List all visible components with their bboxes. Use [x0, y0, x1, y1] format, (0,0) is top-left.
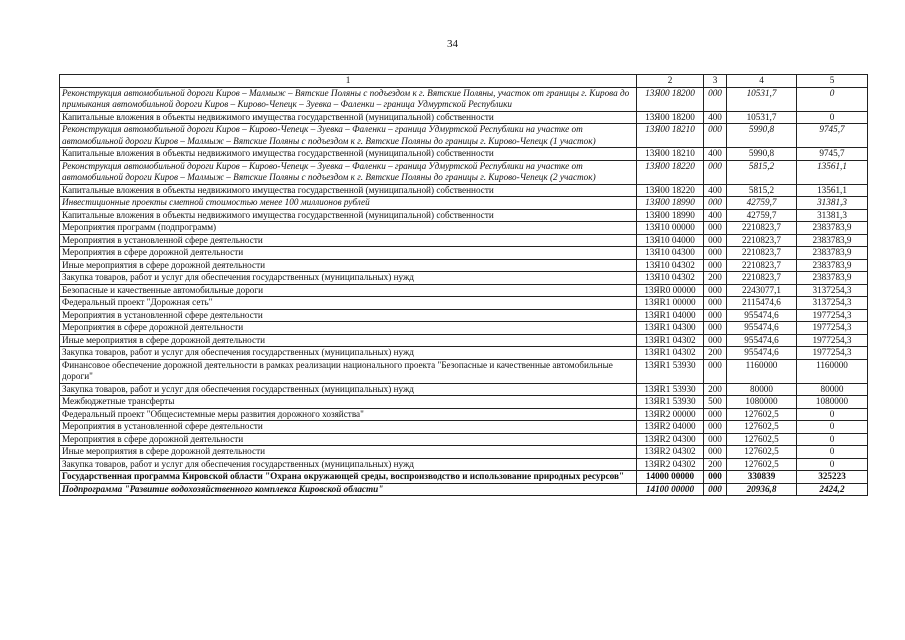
row-value-2019-cell: 80000 [727, 383, 797, 396]
row-name-cell: Капитальные вложения в объекты недвижимого имущества государственной (муниципальной) собственности [60, 111, 637, 124]
row-name-cell: Реконструкция автомобильной дороги Киров – Малмыж – Вятские Поляны с подъездом к г. Вятские Поляны, участок от границы г. Кирова до примыкания автомобильной дороги Киров – Кирово-Чепецк – Зуевка – Фаленки – граница Удмуртской Республики [60, 87, 637, 111]
row-value-2019-cell: 127602,5 [727, 421, 797, 434]
table-row [60, 396, 868, 409]
row-type-cell: 000 [704, 87, 727, 111]
row-value-2019-cell: 955474,6 [727, 334, 797, 347]
row-name-cell: Мероприятия в сфере дорожной деятельности [60, 433, 637, 446]
row-type-cell: 000 [704, 124, 727, 148]
row-name-cell: Безопасные и качественные автомобильные дороги [60, 284, 637, 297]
row-type-cell: 400 [704, 148, 727, 161]
row-name-cell: Мероприятия в установленной сфере деятельности [60, 309, 637, 322]
row-value-2019-cell: 2210823,7 [727, 222, 797, 235]
row-value-2019-cell: 5990,8 [727, 148, 797, 161]
row-code-cell: 13Я10 04302 [637, 272, 704, 285]
row-value-2020-cell: 0 [797, 433, 868, 446]
row-type-cell: 000 [704, 334, 727, 347]
row-code-cell: 13Я00 18200 [637, 87, 704, 111]
row-value-2020-cell: 2383783,9 [797, 272, 868, 285]
header-cell: 2 [637, 75, 704, 88]
row-name-cell: Капитальные вложения в объекты недвижимого имущества государственной (муниципальной) собственности [60, 148, 637, 161]
row-code-cell: 13ЯR1 53930 [637, 383, 704, 396]
row-code-cell: 13ЯR2 04302 [637, 446, 704, 459]
row-name-cell: Закупка товаров, работ и услуг для обеспечения государственных (муниципальных) нужд [60, 347, 637, 360]
row-value-2020-cell: 1977254,3 [797, 309, 868, 322]
table-row [60, 421, 868, 434]
row-code-cell: 13Я00 18200 [637, 111, 704, 124]
row-value-2019-cell: 955474,6 [727, 347, 797, 360]
row-value-2019-cell: 955474,6 [727, 309, 797, 322]
row-name-cell: Закупка товаров, работ и услуг для обеспечения государственных (муниципальных) нужд [60, 272, 637, 285]
table-row [60, 322, 868, 335]
row-code-cell: 13ЯR2 04302 [637, 458, 704, 471]
row-name-cell: Подпрограмма "Развитие водохозяйственного комплекса Кировской области" [60, 483, 637, 496]
row-value-2019-cell: 2210823,7 [727, 272, 797, 285]
table-row [60, 209, 868, 222]
row-name-cell: Мероприятия в сфере дорожной деятельности [60, 247, 637, 260]
table-row [60, 272, 868, 285]
row-value-2019-cell: 5815,2 [727, 160, 797, 184]
row-code-cell: 13ЯR1 04302 [637, 334, 704, 347]
table-row [60, 222, 868, 235]
row-name-cell: Межбюджетные трансферты [60, 396, 637, 409]
header-cell: 3 [704, 75, 727, 88]
table-row [60, 309, 868, 322]
table-row [60, 284, 868, 297]
table-row [60, 334, 868, 347]
row-type-cell: 200 [704, 272, 727, 285]
row-code-cell: 13ЯR2 00000 [637, 408, 704, 421]
row-code-cell: 14000 00000 [637, 471, 704, 484]
row-value-2020-cell: 325223 [797, 471, 868, 484]
row-type-cell: 000 [704, 247, 727, 260]
row-value-2019-cell: 5990,8 [727, 124, 797, 148]
row-code-cell: 13Я10 04300 [637, 247, 704, 260]
row-value-2020-cell: 2383783,9 [797, 247, 868, 260]
table-row [60, 471, 868, 484]
row-value-2019-cell: 10531,7 [727, 111, 797, 124]
table-row [60, 383, 868, 396]
row-value-2019-cell: 1160000 [727, 359, 797, 383]
row-code-cell: 13Я10 00000 [637, 222, 704, 235]
row-code-cell: 13ЯR2 04300 [637, 433, 704, 446]
row-value-2019-cell: 2115474,6 [727, 297, 797, 310]
row-name-cell: Мероприятия в сфере дорожной деятельности [60, 322, 637, 335]
row-name-cell: Закупка товаров, работ и услуг для обеспечения государственных (муниципальных) нужд [60, 458, 637, 471]
row-value-2019-cell: 20936,8 [727, 483, 797, 496]
row-value-2020-cell: 0 [797, 446, 868, 459]
row-name-cell: Капитальные вложения в объекты недвижимого имущества государственной (муниципальной) собственности [60, 184, 637, 197]
row-value-2019-cell: 955474,6 [727, 322, 797, 335]
page-number: 34 [447, 38, 458, 50]
row-value-2019-cell: 5815,2 [727, 184, 797, 197]
row-name-cell: Финансовое обеспечение дорожной деятельности в рамках реализации национального проекта "Безопасные и качественные автомобильные дороги" [60, 359, 637, 383]
row-name-cell: Государственная программа Кировской области "Охрана окружающей среды, воспроизводство и использование природных ресурсов" [60, 471, 637, 484]
header-cell: 5 [797, 75, 868, 88]
table-row [60, 297, 868, 310]
row-code-cell: 13ЯR0 00000 [637, 284, 704, 297]
row-value-2019-cell: 2243077,1 [727, 284, 797, 297]
row-type-cell: 000 [704, 309, 727, 322]
row-code-cell: 13ЯR2 04000 [637, 421, 704, 434]
row-code-cell: 13ЯR1 53930 [637, 396, 704, 409]
budget-table [59, 74, 868, 496]
row-code-cell: 13ЯR1 04000 [637, 309, 704, 322]
row-type-cell: 000 [704, 160, 727, 184]
row-value-2020-cell: 0 [797, 458, 868, 471]
table-row [60, 111, 868, 124]
row-name-cell: Реконструкция автомобильной дороги Киров – Кирово-Чепецк – Зуевка – Фаленки – граница Удмуртской Республики на участке от автомобильной дороги Киров – Малмыж – Вятские Поляны с подъездом к г. Вятские Поляны до границы г. Кирово-Чепецк (1 участок) [60, 124, 637, 148]
row-value-2019-cell: 127602,5 [727, 446, 797, 459]
row-code-cell: 14100 00000 [637, 483, 704, 496]
row-type-cell: 000 [704, 284, 727, 297]
header-cell: 1 [60, 75, 637, 88]
row-type-cell: 000 [704, 433, 727, 446]
row-value-2020-cell: 1977254,3 [797, 347, 868, 360]
row-type-cell: 000 [704, 234, 727, 247]
row-code-cell: 13Я00 18220 [637, 184, 704, 197]
table-row [60, 148, 868, 161]
row-name-cell: Инвестиционные проекты сметной стоимостью менее 100 миллионов рублей [60, 197, 637, 210]
table-header-row [60, 75, 868, 88]
row-value-2019-cell: 2210823,7 [727, 234, 797, 247]
table-row [60, 359, 868, 383]
row-value-2020-cell: 1977254,3 [797, 334, 868, 347]
row-value-2020-cell: 2383783,9 [797, 259, 868, 272]
row-value-2020-cell: 9745,7 [797, 148, 868, 161]
row-type-cell: 400 [704, 184, 727, 197]
row-name-cell: Мероприятия в установленной сфере деятельности [60, 234, 637, 247]
row-name-cell: Капитальные вложения в объекты недвижимого имущества государственной (муниципальной) собственности [60, 209, 637, 222]
row-type-cell: 000 [704, 259, 727, 272]
row-name-cell: Иные мероприятия в сфере дорожной деятельности [60, 259, 637, 272]
row-type-cell: 000 [704, 471, 727, 484]
row-code-cell: 13Я00 18990 [637, 197, 704, 210]
header-cell: 4 [727, 75, 797, 88]
row-code-cell: 13Я00 18210 [637, 148, 704, 161]
row-type-cell: 400 [704, 209, 727, 222]
row-value-2019-cell: 42759,7 [727, 197, 797, 210]
row-value-2020-cell: 13561,1 [797, 160, 868, 184]
table-row [60, 247, 868, 260]
table-row [60, 446, 868, 459]
row-type-cell: 000 [704, 222, 727, 235]
row-value-2020-cell: 1080000 [797, 396, 868, 409]
row-type-cell: 000 [704, 421, 727, 434]
table-row [60, 458, 868, 471]
row-value-2019-cell: 10531,7 [727, 87, 797, 111]
row-code-cell: 13Я00 18990 [637, 209, 704, 222]
table-row [60, 347, 868, 360]
table-row [60, 197, 868, 210]
table-row [60, 259, 868, 272]
row-name-cell: Федеральный проект "Общесистемные меры развития дорожного хозяйства" [60, 408, 637, 421]
row-type-cell: 000 [704, 297, 727, 310]
row-value-2020-cell: 3137254,3 [797, 284, 868, 297]
row-value-2019-cell: 42759,7 [727, 209, 797, 222]
row-code-cell: 13Я10 04302 [637, 259, 704, 272]
row-code-cell: 13ЯR1 00000 [637, 297, 704, 310]
row-value-2020-cell: 1977254,3 [797, 322, 868, 335]
table-row [60, 433, 868, 446]
row-value-2019-cell: 127602,5 [727, 433, 797, 446]
row-value-2019-cell: 2210823,7 [727, 247, 797, 260]
row-value-2020-cell: 31381,3 [797, 197, 868, 210]
row-value-2019-cell: 2210823,7 [727, 259, 797, 272]
row-type-cell: 500 [704, 396, 727, 409]
table-row [60, 234, 868, 247]
row-name-cell: Мероприятия в установленной сфере деятельности [60, 421, 637, 434]
row-type-cell: 000 [704, 322, 727, 335]
row-name-cell: Иные мероприятия в сфере дорожной деятельности [60, 334, 637, 347]
row-type-cell: 400 [704, 111, 727, 124]
row-type-cell: 000 [704, 408, 727, 421]
table-row [60, 87, 868, 111]
row-value-2019-cell: 1080000 [727, 396, 797, 409]
table-row [60, 483, 868, 496]
row-type-cell: 200 [704, 383, 727, 396]
row-type-cell: 200 [704, 458, 727, 471]
row-name-cell: Федеральный проект "Дорожная сеть" [60, 297, 637, 310]
row-value-2020-cell: 0 [797, 87, 868, 111]
row-code-cell: 13ЯR1 53930 [637, 359, 704, 383]
row-name-cell: Иные мероприятия в сфере дорожной деятельности [60, 446, 637, 459]
row-value-2020-cell: 31381,3 [797, 209, 868, 222]
row-code-cell: 13ЯR1 04300 [637, 322, 704, 335]
row-name-cell: Закупка товаров, работ и услуг для обеспечения государственных (муниципальных) нужд [60, 383, 637, 396]
row-value-2019-cell: 127602,5 [727, 408, 797, 421]
row-value-2020-cell: 0 [797, 111, 868, 124]
row-value-2020-cell: 13561,1 [797, 184, 868, 197]
row-value-2020-cell: 2424,2 [797, 483, 868, 496]
row-value-2020-cell: 0 [797, 421, 868, 434]
row-value-2020-cell: 2383783,9 [797, 234, 868, 247]
row-value-2020-cell: 80000 [797, 383, 868, 396]
row-value-2020-cell: 9745,7 [797, 124, 868, 148]
row-code-cell: 13Я00 18220 [637, 160, 704, 184]
row-type-cell: 000 [704, 446, 727, 459]
table-row [60, 160, 868, 184]
row-value-2019-cell: 330839 [727, 471, 797, 484]
row-code-cell: 13ЯR1 04302 [637, 347, 704, 360]
row-value-2020-cell: 0 [797, 408, 868, 421]
row-type-cell: 000 [704, 359, 727, 383]
row-type-cell: 000 [704, 483, 727, 496]
row-code-cell: 13Я10 04000 [637, 234, 704, 247]
row-value-2020-cell: 1160000 [797, 359, 868, 383]
row-type-cell: 000 [704, 197, 727, 210]
row-name-cell: Мероприятия программ (подпрограмм) [60, 222, 637, 235]
row-code-cell: 13Я00 18210 [637, 124, 704, 148]
row-type-cell: 200 [704, 347, 727, 360]
table-row [60, 408, 868, 421]
table-row [60, 184, 868, 197]
row-value-2019-cell: 127602,5 [727, 458, 797, 471]
row-name-cell: Реконструкция автомобильной дороги Киров – Кирово-Чепецк – Зуевка – Фаленки – граница Удмуртской Республики на участке от автомобильной дороги Киров – Малмыж – Вятские Поляны с подъездом к г. Вятские Поляны до границы г. Кирово-Чепецк (2 участок) [60, 160, 637, 184]
row-value-2020-cell: 2383783,9 [797, 222, 868, 235]
row-value-2020-cell: 3137254,3 [797, 297, 868, 310]
table-row [60, 124, 868, 148]
